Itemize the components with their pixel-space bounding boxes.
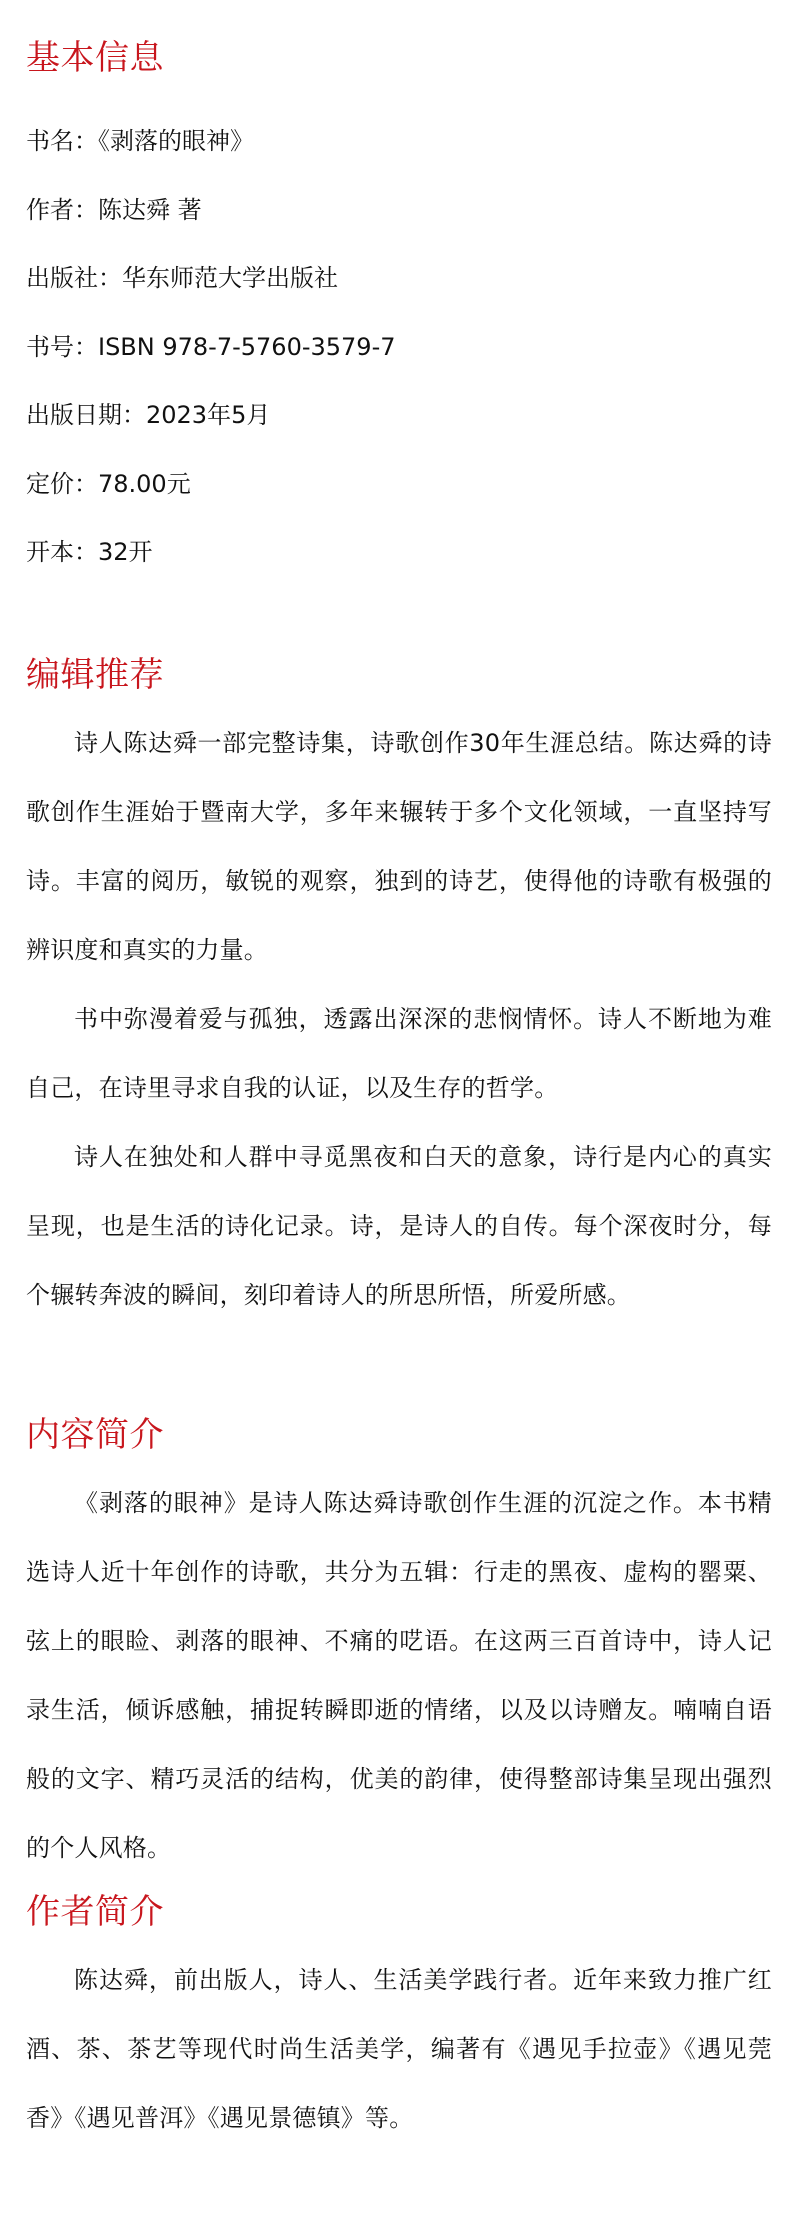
content-summary-body (26, 1469, 772, 1883)
editor-recommendation-body (26, 709, 772, 1330)
section-title-content-summary: 内容简介 (26, 1415, 164, 1455)
basic-info-list (26, 107, 396, 587)
info-row-format: 开本：32开 (26, 538, 153, 566)
info-row-book-title: 书名：《剥落的眼神》 (26, 127, 254, 155)
info-row-price: 定价：78.00元 (26, 469, 191, 498)
content-paragraph-1: 《剥落的眼神》是诗人陈达舜诗歌创作生涯的沉淀之作。本书精选诗人近十年创作的诗歌，共分为五辑：行走的黑夜、虚构的罂粟、弦上的眼睑、剥落的眼神、不痛的呓语。在这两三百首诗中，诗人记录生活，倾诉感触，捕捉转瞬即逝的情绪，以及以诗赠友。喃喃自语般的文字、精巧灵活的结构，优美的韵律，使得整部诗集呈现出强烈的个人风格。 (26, 1489, 772, 1862)
author-intro-body (26, 1946, 772, 2153)
info-row-isbn: 书号：ISBN 978-7-5760-3579-7 (26, 332, 396, 361)
author-paragraph-1: 陈达舜，前出版人，诗人、生活美学践行者。近年来致力推广红酒、茶、茶艺等现代时尚生活美学，编著有《遇见手拉壶》《遇见莞香》《遇见普洱》《遇见景德镇》等。 (26, 1966, 772, 2132)
editor-paragraph-3: 诗人在独处和人群中寻觅黑夜和白天的意象，诗行是内心的真实呈现，也是生活的诗化记录。诗，是诗人的自传。每个深夜时分，每个辗转奔波的瞬间，刻印着诗人的所思所悟，所爱所感。 (26, 1143, 772, 1309)
section-title-basic-info: 基本信息 (26, 38, 164, 78)
section-title-editor-recommendation: 编辑推荐 (26, 655, 164, 695)
info-row-publish-date: 出版日期：2023年5月 (26, 401, 271, 429)
info-row-author: 作者：陈达舜 著 (26, 195, 202, 224)
info-row-publisher: 出版社：华东师范大学出版社 (26, 264, 338, 292)
editor-paragraph-1: 诗人陈达舜一部完整诗集，诗歌创作30年生涯总结。陈达舜的诗歌创作生涯始于暨南大学，多年来辗转于多个文化领域，一直坚持写诗。丰富的阅历，敏锐的观察，独到的诗艺，使得他的诗歌有极强的辨识度和真实的力量。 (26, 729, 772, 964)
editor-paragraph-2: 书中弥漫着爱与孤独，透露出深深的悲悯情怀。诗人不断地为难自己，在诗里寻求自我的认证，以及生存的哲学。 (26, 1005, 772, 1102)
section-title-author-intro: 作者简介 (26, 1892, 164, 1932)
